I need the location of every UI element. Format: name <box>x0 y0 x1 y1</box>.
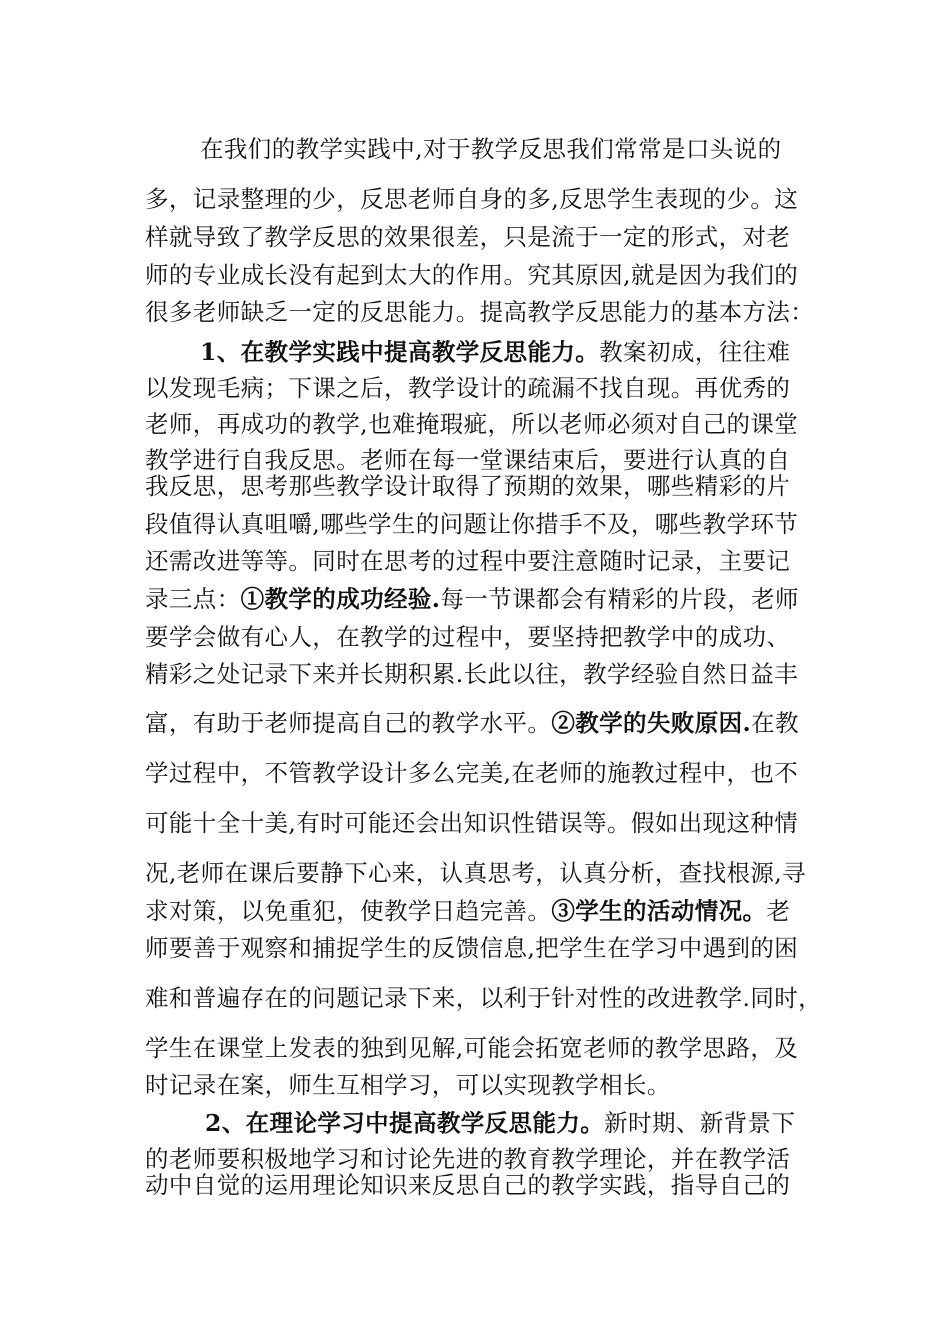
text-line <box>145 982 823 1014</box>
text-run: 教案初成，往往难 <box>599 338 791 366</box>
text-run: 老 <box>766 897 791 925</box>
text-run: 可能十全十美,有时可能还会出知识性错误等。假如出现这种情 <box>145 809 799 837</box>
text-line <box>145 1069 815 1101</box>
text-line <box>145 707 815 739</box>
text-run: 以发现毛病；下课之后，教学设计的疏漏不找自现。再优秀的 <box>145 374 791 402</box>
text-line <box>145 621 815 653</box>
text-line <box>200 133 815 165</box>
section-heading: 2、在理论学习中提高教学反思能力。 <box>205 1109 605 1137</box>
text-run: 段值得认真咀嚼,哪些学生的问题让你措手不及，哪些教学环节 <box>145 510 799 538</box>
text-line <box>145 807 815 839</box>
subheading: ②教学的失败原因. <box>551 709 752 737</box>
text-run: 很多老师缺乏一定的反思能力。提高教学反思能力的基本方法： <box>145 298 815 326</box>
text-line <box>145 508 815 540</box>
text-run: 难和普遍存在的问题记录下来，以利于针对性的改进教学.同时， <box>145 984 823 1012</box>
text-run: 我反思，思考那些教学设计取得了预期的效果，哪些精彩的片 <box>145 472 791 500</box>
text-line <box>145 932 815 964</box>
text-run: 样就导致了教学反思的效果很差，只是流于一定的形式，对老 <box>145 223 791 251</box>
section-heading: 1、在教学实践中提高教学反思能力。 <box>200 338 600 366</box>
text-run: 每一节课都会有精彩的片段，老师 <box>440 585 799 613</box>
text-run: 动中自觉的运用理论知识来反思自己的教学实践，指导自己的 <box>145 1171 791 1199</box>
text-run: 师的专业成长没有起到太大的作用。究其原因,就是因为我们的 <box>145 261 799 289</box>
text-run: 学生在课堂上发表的独到见解,可能会拓宽老师的教学思路，及 <box>145 1034 799 1062</box>
subheading: ③学生的活动情况。 <box>551 897 767 925</box>
text-run: 录三点： <box>145 585 241 613</box>
text-run: 况,老师在课后要静下心来，认真思考，认真分析，查找根源,寻 <box>145 859 807 887</box>
text-line <box>145 895 815 927</box>
text-run: 新时期、新背景下 <box>604 1109 796 1137</box>
text-run: 精彩之处记录下来并长期积累.长此以往，教学经验自然日益丰 <box>145 660 799 688</box>
text-run: 师要善于观察和捕捉学生的反馈信息,把学生在学习中遇到的困 <box>145 934 799 962</box>
text-line <box>145 408 815 440</box>
text-line <box>200 336 815 368</box>
text-line <box>145 757 815 789</box>
text-line <box>145 545 815 577</box>
text-line <box>145 296 815 328</box>
text-line <box>145 221 815 253</box>
text-run: 教学进行自我反思。老师在每一堂课结束后，要进行认真的自 <box>145 446 791 474</box>
text-line <box>145 259 815 291</box>
text-run: 要学会做有心人，在教学的过程中，要坚持把教学中的成功、 <box>145 623 791 651</box>
text-run: 学过程中，不管教学设计多么完美,在老师的施教过程中，也不 <box>145 759 799 787</box>
text-run: 富，有助于老师提高自己的教学水平。 <box>145 709 552 737</box>
text-line <box>205 1107 815 1139</box>
text-run: 的老师要积极地学习和讨论先进的教育教学理论，并在教学活 <box>145 1145 791 1173</box>
text-run: 在教 <box>751 709 799 737</box>
text-line <box>145 470 815 502</box>
text-line <box>145 1169 815 1201</box>
text-line <box>145 183 815 215</box>
text-line <box>145 857 815 889</box>
text-line <box>145 658 815 690</box>
text-run: 在我们的教学实践中,对于教学反思我们常常是口头说的 <box>200 135 782 163</box>
text-run: 还需改进等等。同时在思考的过程中要注意随时记录，主要记 <box>145 547 791 575</box>
text-line <box>145 372 815 404</box>
text-run: 多，记录整理的少，反思老师自身的多,反思学生表现的少。这 <box>145 185 799 213</box>
text-run: 时记录在案，师生互相学习，可以实现教学相长。 <box>145 1071 671 1099</box>
text-line <box>145 1032 815 1064</box>
text-run: 老师，再成功的教学,也难掩瑕疵，所以老师必须对自己的课堂 <box>145 410 799 438</box>
text-line <box>145 583 815 615</box>
subheading: ①教学的成功经验. <box>240 585 441 613</box>
text-run: 求对策，以免重犯，使教学日趋完善。 <box>145 897 552 925</box>
